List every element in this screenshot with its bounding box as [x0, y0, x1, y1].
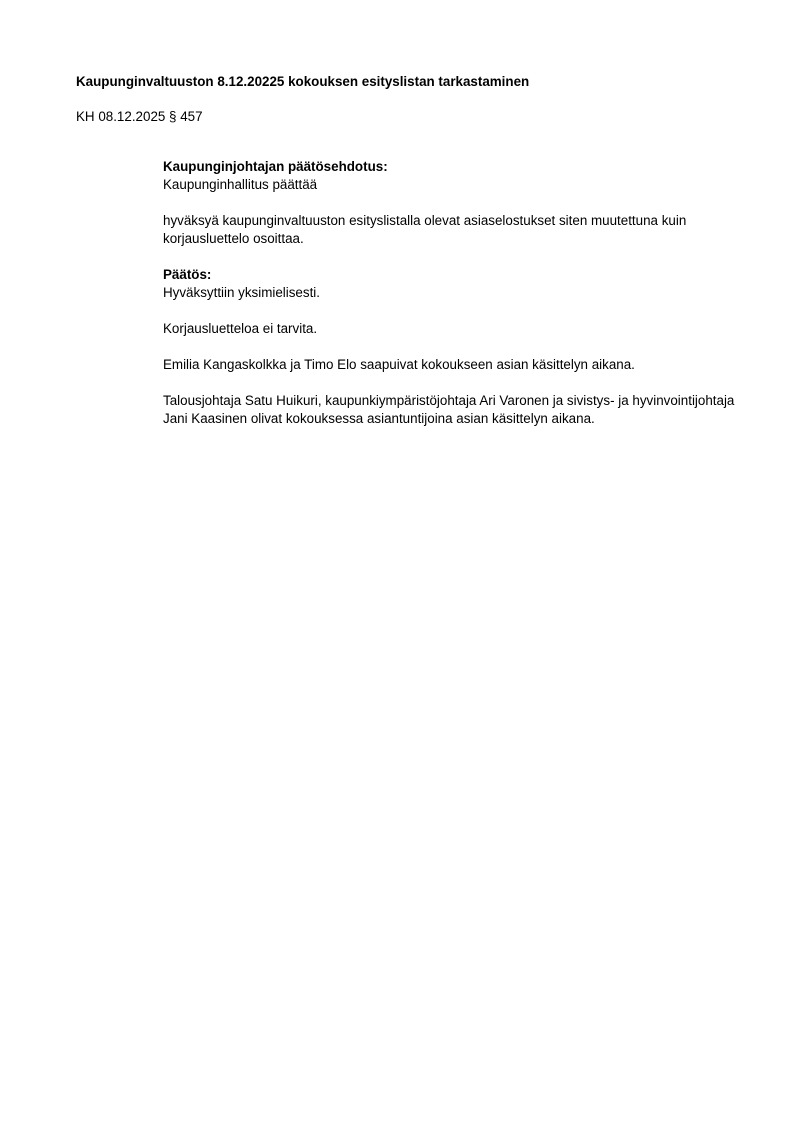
meeting-reference: KH 08.12.2025 § 457	[76, 109, 203, 124]
proposal-heading: Kaupunginjohtajan päätösehdotus:	[163, 159, 388, 174]
page-title: Kaupunginvaltuuston 8.12.20225 kokouksen esityslistan tarkastaminen	[76, 74, 530, 89]
proposal-intro: Kaupunginhallitus päättää	[163, 177, 318, 192]
decision-note-arrivals: Emilia Kangaskolkka ja Timo Elo saapuivat kokoukseen asian käsittelyn aikana.	[163, 357, 635, 372]
decision-heading: Päätös:	[163, 267, 212, 282]
decision-body	[163, 158, 743, 428]
decision-note-corrections: Korjausluetteloa ei tarvita.	[163, 321, 318, 336]
decision-result: Hyväksyttiin yksimielisesti.	[163, 285, 320, 300]
decision-note-experts: Talousjohtaja Satu Huikuri, kaupunkiympäristöjohtaja Ari Varonen ja sivistys- ja hyvinvointijohtaja Jani Kaasinen olivat kokouksessa asiantuntijoina asian käsittelyn aikana.	[163, 393, 735, 426]
proposal-text: hyväksyä kaupunginvaltuuston esityslistalla olevat asiaselostukset siten muutettuna kuin korjausluettelo osoittaa.	[163, 213, 687, 246]
